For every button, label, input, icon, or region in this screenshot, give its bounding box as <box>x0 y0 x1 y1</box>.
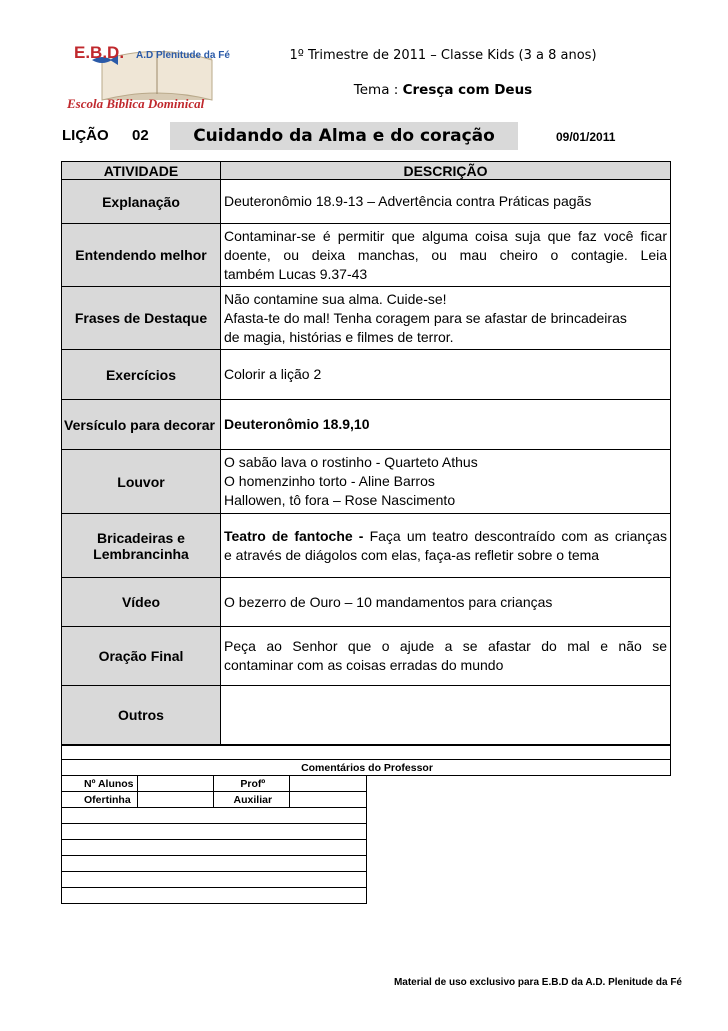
alunos-field[interactable] <box>138 776 214 792</box>
tema-label: Tema : <box>353 82 403 98</box>
desc-line: Afasta-te do mal! Tenha coragem para se afastar de brincadeiras <box>224 309 627 326</box>
table-row <box>62 180 671 224</box>
logo-ebd: E.B.D. <box>74 43 125 62</box>
table-row <box>62 400 671 450</box>
licao-label: LIÇÃO <box>62 127 109 144</box>
licao-date: 09/01/2011 <box>556 130 616 144</box>
trimestre: 1º Trimestre de 2011 – Classe Kids (3 a 8 anos) <box>289 48 597 63</box>
tema <box>268 82 618 98</box>
desc-line: contaminar com as coisas erradas do mundo <box>224 657 504 673</box>
desc-line: Hallowen, tô fora – Rose Nascimento <box>224 492 456 508</box>
comentarios-table <box>61 745 671 904</box>
footer-note: Material de uso exclusivo para E.B.D da A.D. Plenitude da Fé <box>393 977 682 988</box>
licao-number: 02 <box>132 127 149 144</box>
tema-value: Cresça com Deus <box>402 82 533 98</box>
desc-bold-prefix: Teatro de fantoche - <box>224 527 370 544</box>
row-label <box>62 514 221 578</box>
logo-school-name: Escola Bíblica Dominical <box>67 96 205 111</box>
desc-line: Deuteronômio 18.9-13 – Advertência contra Práticas pagãs <box>224 193 592 209</box>
comment-line[interactable] <box>62 840 367 856</box>
row-desc <box>221 400 671 450</box>
comment-line[interactable] <box>62 808 367 824</box>
lesson-table <box>61 161 671 904</box>
desc-line: Faça um teatro descontraído com as crianças <box>369 527 667 544</box>
row-label: Oração Final <box>62 627 221 686</box>
desc-line: Peça ao Senhor que o ajude a se afastar do mal e não se <box>224 638 667 654</box>
comment-line[interactable] <box>62 888 367 904</box>
table-row <box>62 627 671 686</box>
label-line: Bricadeiras e <box>97 529 185 546</box>
table-row <box>62 578 671 627</box>
row-label: Explanação <box>62 180 221 224</box>
ofertinha-label: Ofertinha <box>62 792 138 808</box>
row-desc <box>221 224 671 287</box>
row-desc <box>221 686 671 745</box>
table-row <box>62 450 671 514</box>
desc-line: e através de diágolos com elas, faça-as refletir sobre o tema <box>224 546 600 563</box>
comment-line[interactable] <box>62 824 367 840</box>
desc-line: O homenzinho torto - Aline Barros <box>224 473 435 489</box>
table-row <box>62 287 671 350</box>
row-desc <box>221 627 671 686</box>
table-row <box>62 224 671 287</box>
row-label: Vídeo <box>62 578 221 627</box>
row-desc <box>221 578 671 627</box>
row-label: Versículo para decorar <box>62 400 221 450</box>
row-label: Entendendo melhor <box>62 224 221 287</box>
desc-line: O bezerro de Ouro – 10 mandamentos para crianças <box>224 593 553 610</box>
table-row <box>62 686 671 745</box>
ofertinha-field[interactable] <box>138 792 214 808</box>
label-line: Lembrancinha <box>93 545 189 562</box>
row-desc <box>221 450 671 514</box>
row-label: Louvor <box>62 450 221 514</box>
table-row <box>62 350 671 400</box>
row-desc <box>221 287 671 350</box>
comentarios-title: Comentários do Professor <box>62 760 671 776</box>
col-atividade: ATIVIDADE <box>62 162 221 180</box>
comment-line[interactable] <box>62 872 367 888</box>
desc-line: Deuteronômio 18.9,10 <box>224 416 370 432</box>
desc-line: Contaminar-se é permitir que alguma coisa suja que faz você ficar <box>224 227 667 244</box>
comment-line[interactable] <box>62 856 367 872</box>
row-label: Frases de Destaque <box>62 287 221 350</box>
desc-line: também Lucas 9.37-43 <box>224 265 368 282</box>
table-row <box>62 514 671 578</box>
alunos-label: Nº Alunos <box>62 776 138 792</box>
col-descricao: DESCRIÇÃO <box>221 162 671 180</box>
row-desc <box>221 350 671 400</box>
row-label: Exercícios <box>62 350 221 400</box>
table-header <box>62 162 671 180</box>
row-desc <box>221 514 671 578</box>
logo <box>62 38 242 118</box>
desc-line: doente, ou deixa manchas, ou mau cheiro o contagie. Leia <box>224 246 667 263</box>
desc-line: Colorir a lição 2 <box>224 366 322 382</box>
desc-line: Não contamine sua alma. Cuide-se! <box>224 290 447 307</box>
prof-label: Profº <box>214 776 290 792</box>
row-label: Outros <box>62 686 221 745</box>
desc-line: O sabão lava o rostinho - Quarteto Athus <box>224 454 478 470</box>
auxiliar-field[interactable] <box>290 792 366 808</box>
prof-field[interactable] <box>290 776 366 792</box>
row-desc <box>221 180 671 224</box>
desc-line: de magia, histórias e filmes de terror. <box>224 328 454 345</box>
auxiliar-label: Auxiliar <box>214 792 290 808</box>
logo-church-name: A.D Plenitude da Fé <box>136 50 230 61</box>
licao-title: Cuidando da Alma e do coração <box>170 122 518 150</box>
